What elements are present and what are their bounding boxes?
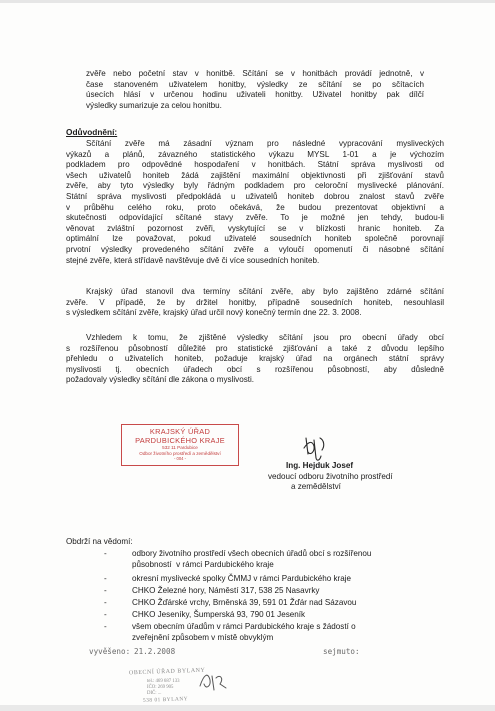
justification-paragraph-1 bbox=[66, 139, 444, 266]
stamp-initials-scribble bbox=[196, 668, 230, 694]
office-stamp-line: tel.: 469 687 133 bbox=[147, 679, 180, 684]
paragraph-line: požadovaly výsledky sčítání dle zákona o myslivosti. bbox=[66, 375, 255, 385]
paragraph-line: podkladem pro odpovědné hospodaření v honitbách. Státní správa myslivosti od bbox=[66, 160, 444, 170]
stamp-line: KRAJSKÝ ÚŘAD bbox=[149, 427, 211, 436]
recipient-line: odbory životního prostředí všech obecních úřadů obcí s rozšířenou bbox=[132, 549, 372, 558]
paragraph-line: v průběhu celého roku, proto očekává, že budou prezentovat objektivní a bbox=[66, 202, 444, 212]
intro-paragraph bbox=[86, 69, 424, 111]
paragraph-line: zvěře. V případě, že by držitel honitby, případně sousedních honiteb, nesouhlasil bbox=[66, 297, 444, 307]
intro-line: zvěře nebo početní stav v honitbě. Sčítání se v honitbách provádí jednotně, v bbox=[86, 69, 424, 78]
paragraph-line: všech uživatelů honiteb žádá zajištění maximální objektivnosti při zjišťování stavů bbox=[66, 170, 444, 180]
stamp-line: PARDUBICKÉHO KRAJE bbox=[135, 436, 225, 445]
paragraph-line: Státní správa myslivosti předpokládá u uživatelů honiteb dobrou znalost stavů zvěře bbox=[66, 191, 444, 201]
intro-line: výsledky sumarizuje za celou honitbu. bbox=[86, 100, 222, 110]
signer-name: Ing. Hejduk Josef bbox=[286, 461, 354, 470]
list-bullet: - bbox=[104, 549, 107, 558]
recipient-line: CHKO Jeseníky, Šumperská 93, 790 01 Jeseník bbox=[132, 610, 306, 619]
paragraph-line: věnovat zvláštní pozornost zvěři, vyskytující se v blízkosti hranic honiteb. Za bbox=[66, 223, 444, 233]
intro-line: čase stanoveném uživatelem honitby, výsledky ze sčítání se po sčítacích bbox=[86, 79, 424, 89]
paragraph-line: skutečnosti odpovídající sčítané stavy zvěře. To je možné jen tehdy, budou-li bbox=[66, 213, 444, 223]
list-bullet: - bbox=[104, 598, 107, 607]
removed-label: sejmuto: bbox=[323, 647, 360, 656]
paragraph-line: přehledu o uživatelích honiteb, požaduje krajský úřad na orgánech státní správy bbox=[66, 354, 444, 364]
paragraph-line: prvotní výsledky provedeného sčítání zvěře a vyloučí opomenutí či násobné sčítání bbox=[66, 244, 444, 254]
recipient-line: CHKO Železné hory, Náměstí 317, 538 25 Nasavrky bbox=[132, 586, 320, 595]
paragraph-line: optimální lze považovat, pokud uživatelé sousedních honiteb společně porovnají bbox=[66, 234, 444, 244]
office-stamp-line: 538 01 BYLANY bbox=[142, 696, 189, 704]
recipient-line: CHKO Žďárské vrchy, Brněnská 39, 591 01 Žďár nad Sázavou bbox=[132, 598, 357, 607]
paragraph-line: stejné zvěře, která střídavě navštěvuje dvě či více sousedních honiteb. bbox=[66, 255, 320, 265]
list-bullet: - bbox=[104, 622, 107, 631]
paragraph-line: Krajský úřad stanovil dva termíny sčítání zvěře, aby bylo zajištěno zdárné sčítání bbox=[86, 287, 444, 296]
office-stamp-line: OBECNÍ ÚŘAD BYLANY bbox=[128, 667, 206, 677]
recipient-line: zveřejnění způsobem v místě obvyklým bbox=[132, 633, 274, 642]
regional-office-stamp bbox=[121, 424, 239, 466]
signature-block bbox=[268, 461, 408, 493]
paragraph-line: s rozšířenou působností důležité pro statistické zjišťování a také z důvodu lepšího bbox=[66, 343, 444, 353]
recipient-line: všem obecním úřadům v rámci Pardubického kraje s žádostí o bbox=[132, 622, 356, 631]
justification-paragraph-3 bbox=[66, 333, 444, 386]
intro-line: úsecích hlásí v určenou hodinu uživateli honitby. Uživatel honitby pak dílčí bbox=[86, 90, 424, 100]
justification-heading: Odůvodnění: bbox=[66, 127, 118, 137]
list-bullet: - bbox=[104, 586, 107, 595]
paragraph-line: Vzhledem k tomu, že zjištěné výsledky sčítání jsou pro obecní úřady obcí bbox=[86, 333, 444, 342]
paragraph-line: myslivosti tj. obecních úřadech obcí s rozšířenou působností, aby důsledně bbox=[66, 364, 444, 374]
stamp-line: - 004 - bbox=[173, 456, 187, 461]
list-bullet: - bbox=[104, 610, 107, 619]
stamp-line: 532 11 Pardubice bbox=[162, 445, 198, 450]
posted-date: 21.2.2008 bbox=[134, 647, 176, 656]
paragraph-line: s výsledkem sčítání zvěře, krajský úřad určil nový konečný termín dne 22. 3. 2008. bbox=[66, 308, 362, 318]
page-bottom-edge bbox=[0, 705, 495, 711]
posted-label: vyvěšeno: bbox=[89, 647, 131, 656]
list-bullet: - bbox=[104, 574, 107, 583]
stamp-line: Odbor životního prostředí a zemědělství bbox=[139, 450, 221, 456]
page-top-edge bbox=[0, 0, 495, 3]
justification-paragraph-2 bbox=[66, 287, 444, 319]
paragraph-line: výkazů a plánů, závazného statistického výkazu MYSL 1-01 a je výchozím bbox=[66, 149, 444, 159]
signer-role: vedoucí odboru životního prostředí bbox=[268, 471, 393, 481]
recipients-heading: Obdrží na vědomí: bbox=[66, 537, 133, 546]
office-stamp-line: DIČ: ... bbox=[147, 691, 162, 696]
recipient-line: působností v rámci Pardubického kraje bbox=[132, 560, 274, 569]
paragraph-line: Sčítání zvěře má zásadní význam pro následné vypracování mysliveckých bbox=[86, 139, 444, 148]
recipient-line: okresní myslivecké spolky ČMMJ v rámci Pardubického kraje bbox=[132, 574, 352, 583]
office-stamp-line: IČO: 269 905 bbox=[147, 685, 174, 690]
paragraph-line: zvěře, aby tyto výsledky byly řádným podkladem pro celoroční myslivecké plánování. bbox=[66, 181, 444, 191]
signer-role: a zemědělství bbox=[291, 482, 341, 492]
